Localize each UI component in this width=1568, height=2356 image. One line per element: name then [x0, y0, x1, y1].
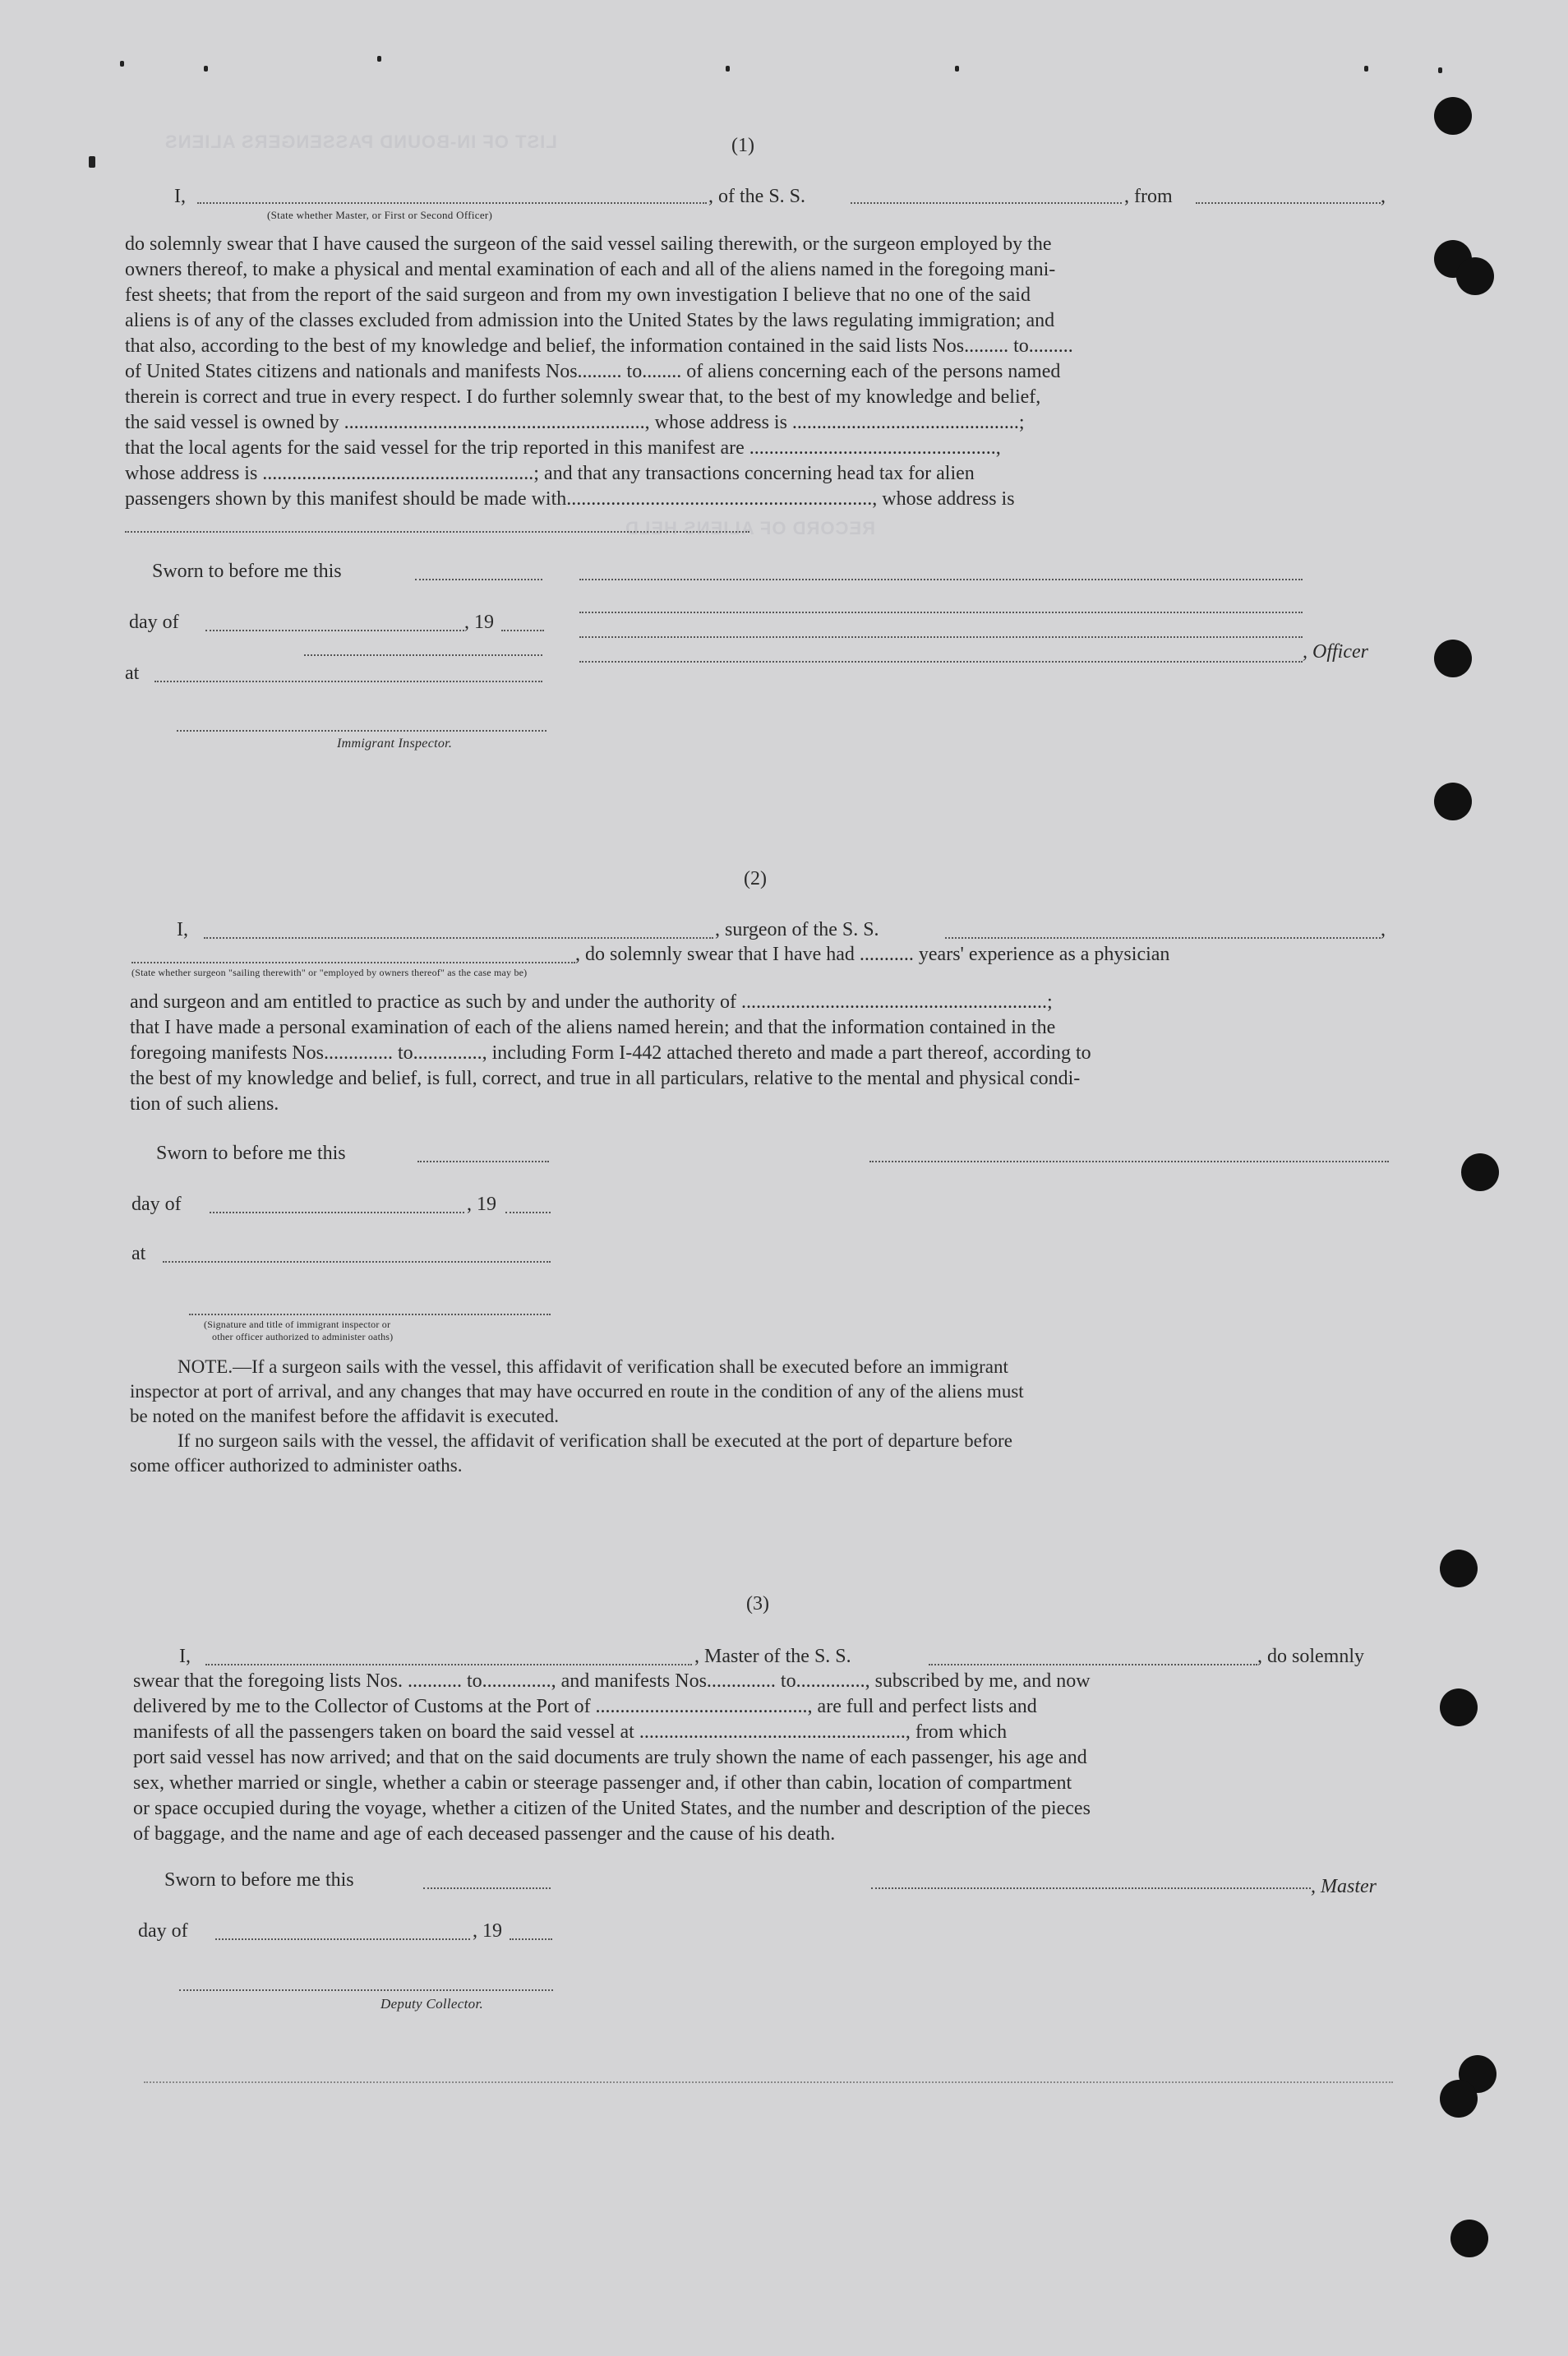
sworn-date-field[interactable] [415, 579, 542, 580]
binder-hole [1434, 783, 1472, 820]
note-line: some officer authorized to administer oaths. [130, 1455, 463, 1476]
inspector-signature-line[interactable] [177, 730, 546, 732]
scan-speck [204, 66, 208, 72]
from-label: , from [1124, 186, 1173, 207]
oath-line: passengers shown by this manifest should be made with.............................................................., whose address is [125, 488, 1015, 510]
binder-hole [1461, 1153, 1499, 1191]
at-field[interactable] [163, 1261, 551, 1263]
surgeon-type-field[interactable] [131, 962, 575, 963]
day-of-field[interactable] [215, 1938, 470, 1940]
sworn-label: Sworn to before me this [152, 561, 342, 582]
from-port-field[interactable] [1196, 202, 1381, 204]
officer-signature-line[interactable] [579, 612, 1303, 613]
pronoun-i: I, [177, 919, 188, 940]
scan-speck [726, 66, 730, 72]
oath-line: of United States citizens and nationals and manifests Nos......... to........ of aliens concerning each of the persons named [125, 361, 1061, 382]
year-label: , 19 [464, 612, 494, 633]
bottom-rule [144, 2081, 1393, 2083]
vessel-name-field[interactable] [929, 1664, 1257, 1665]
binder-hole [1434, 97, 1472, 135]
scan-speck [120, 61, 124, 67]
master-signature-line[interactable] [871, 1887, 1311, 1889]
note-line: be noted on the manifest before the affidavit is executed. [130, 1406, 559, 1426]
scan-speck [1364, 66, 1368, 72]
oath-line: tion of such aliens. [130, 1093, 279, 1115]
section-number: (2) [744, 868, 767, 889]
binder-hole [1440, 1550, 1478, 1587]
pronoun-i: I, [179, 1646, 191, 1667]
section3-oath-paragraph [133, 1669, 1392, 1847]
solemnly-label: , do solemnly [1257, 1646, 1364, 1667]
at-field[interactable] [154, 681, 542, 682]
master-of-label: , Master of the S. S. [694, 1646, 851, 1667]
oath-line: swear that the foregoing lists Nos. ........... to.............., and manifests Nos.............. to.............., subscribed by me, and now [133, 1670, 1091, 1692]
sworn-date-field[interactable] [423, 1887, 551, 1889]
officer-signature-line[interactable] [579, 661, 1303, 663]
state-whether-note: (State whether Master, or First or Second Officer) [267, 209, 493, 221]
oath-line: whose address is .......................................................; and that any transactions concerning head tax for alien [125, 463, 975, 484]
address-continuation-field[interactable] [125, 531, 749, 533]
scan-speck [955, 66, 959, 72]
oath-line: do solemnly swear that I have caused the surgeon of the said vessel sailing therewith, or the surgeon employed by the [125, 233, 1052, 255]
scan-speck [89, 156, 95, 168]
oath-line: sex, whether married or single, whether a cabin or steerage passenger and, if other than cabin, location of compartment [133, 1772, 1072, 1794]
signature-note: other officer authorized to administer oaths) [212, 1331, 394, 1342]
bleed-through-text: RECORD OF ALIENS HELD [625, 518, 875, 538]
experience-clause: , do solemnly swear that I have had ........... years' experience as a physician [575, 944, 1170, 965]
master-name-field[interactable] [205, 1664, 692, 1665]
binder-hole [1440, 1688, 1478, 1726]
surgeon-name-field[interactable] [204, 937, 713, 939]
vessel-name-field[interactable] [945, 937, 1381, 939]
oath-line: delivered by me to the Collector of Customs at the Port of ..........................................., are full and perfect lists and [133, 1696, 1037, 1717]
year-field[interactable] [501, 630, 544, 631]
section2-oath-paragraph [130, 990, 1389, 1117]
section-number: (3) [746, 1593, 769, 1615]
oath-line: of baggage, and the name and age of each deceased passenger and the cause of his death. [133, 1823, 836, 1845]
oath-line: fest sheets; that from the report of the said surgeon and from my own investigation I believe that no one of the said [125, 284, 1031, 306]
deputy-signature-line[interactable] [179, 1989, 553, 1991]
note-line: If no surgeon sails with the vessel, the affidavit of verification shall be executed at the port of departure before [178, 1430, 1012, 1451]
day-of-label: day of [131, 1194, 182, 1215]
inspector-signature-line[interactable] [189, 1314, 551, 1315]
deputy-label: Deputy Collector. [380, 1996, 484, 2012]
day-of-field[interactable] [205, 630, 464, 631]
scan-speck [377, 56, 381, 62]
at-label: at [125, 663, 140, 684]
comma: , [1381, 919, 1386, 940]
surgeon-of-label: , surgeon of the S. S. [715, 919, 879, 940]
master-label: , Master [1311, 1876, 1377, 1897]
inspector-label: Immigrant Inspector. [337, 737, 453, 751]
extra-field[interactable] [304, 654, 542, 656]
binder-hole [1450, 2220, 1488, 2257]
section-number: (1) [731, 135, 754, 156]
oath-line: that the local agents for the said vessel for the trip reported in this manifest are .................................................., [125, 437, 1001, 459]
officer-label: , Officer [1303, 641, 1368, 663]
oath-line: or space occupied during the voyage, whether a citizen of the United States, and the number and description of the pieces [133, 1798, 1091, 1819]
year-label: , 19 [473, 1920, 502, 1942]
vessel-name-field[interactable] [851, 202, 1122, 204]
of-the-ss-label: , of the S. S. [708, 186, 806, 207]
officer-signature-line[interactable] [579, 636, 1303, 638]
oath-line: aliens is of any of the classes excluded from admission into the United States by the laws regulating immigration; and [125, 310, 1055, 331]
note-line: inspector at port of arrival, and any changes that may have occurred en route in the condition of any of the aliens must [130, 1381, 1024, 1402]
oath-line: that I have made a personal examination of each of the aliens named herein; and that the information contained in the [130, 1017, 1056, 1038]
year-field[interactable] [505, 1212, 551, 1213]
binder-hole [1456, 257, 1494, 295]
oath-line: the best of my knowledge and belief, is full, correct, and true in all particulars, relative to the mental and physical condi- [130, 1068, 1081, 1089]
note-line: NOTE.—If a surgeon sails with the vessel, this affidavit of verification shall be executed before an immigrant [178, 1356, 1008, 1377]
officer-signature-line[interactable] [579, 579, 1303, 580]
at-label: at [131, 1243, 146, 1264]
name-field[interactable] [197, 202, 707, 204]
day-of-label: day of [138, 1920, 188, 1942]
oath-line: and surgeon and am entitled to practice as such by and under the authority of ..............................................................; [130, 991, 1053, 1013]
oath-line: therein is correct and true in every respect. I do further solemnly swear that, to the best of my knowledge and belief, [125, 386, 1041, 408]
sworn-label: Sworn to before me this [164, 1869, 354, 1891]
scan-speck [1438, 67, 1442, 73]
oath-line: the said vessel is owned by ............................................................., whose address is ..............................................; [125, 412, 1025, 433]
oath-line: owners thereof, to make a physical and mental examination of each and all of the aliens named in the foregoing mani- [125, 259, 1056, 280]
oath-line: port said vessel has now arrived; and that on the said documents are truly shown the name of each passenger, his age and [133, 1747, 1087, 1768]
comma: , [1381, 186, 1386, 207]
binder-hole [1440, 2080, 1478, 2118]
note-paragraph [130, 1355, 1389, 1478]
oath-line: that also, according to the best of my knowledge and belief, the information contained in the said lists Nos......... to......... [125, 335, 1073, 357]
day-of-field[interactable] [210, 1212, 464, 1213]
oath-line: foregoing manifests Nos.............. to.............., including Form I-442 attached thereto and made a part thereof, according to [130, 1042, 1091, 1064]
oath-line: manifests of all the passengers taken on board the said vessel at ......................................................, from which [133, 1721, 1008, 1743]
year-field[interactable] [510, 1938, 552, 1940]
state-whether-note: (State whether surgeon "sailing therewith" or "employed by owners thereof" as the case may be) [131, 967, 528, 978]
bleed-through-text: LIST OF IN-BOUND PASSENGERS ALIENS [164, 132, 557, 152]
surgeon-signature-line[interactable] [869, 1161, 1389, 1162]
year-label: , 19 [467, 1194, 496, 1215]
day-of-label: day of [129, 612, 179, 633]
signature-note: (Signature and title of immigrant inspector or [204, 1319, 391, 1330]
sworn-label: Sworn to before me this [156, 1143, 346, 1164]
pronoun-i: I, [174, 186, 186, 207]
section1-oath-paragraph [125, 232, 1384, 512]
sworn-date-field[interactable] [417, 1161, 549, 1162]
binder-hole [1434, 640, 1472, 677]
